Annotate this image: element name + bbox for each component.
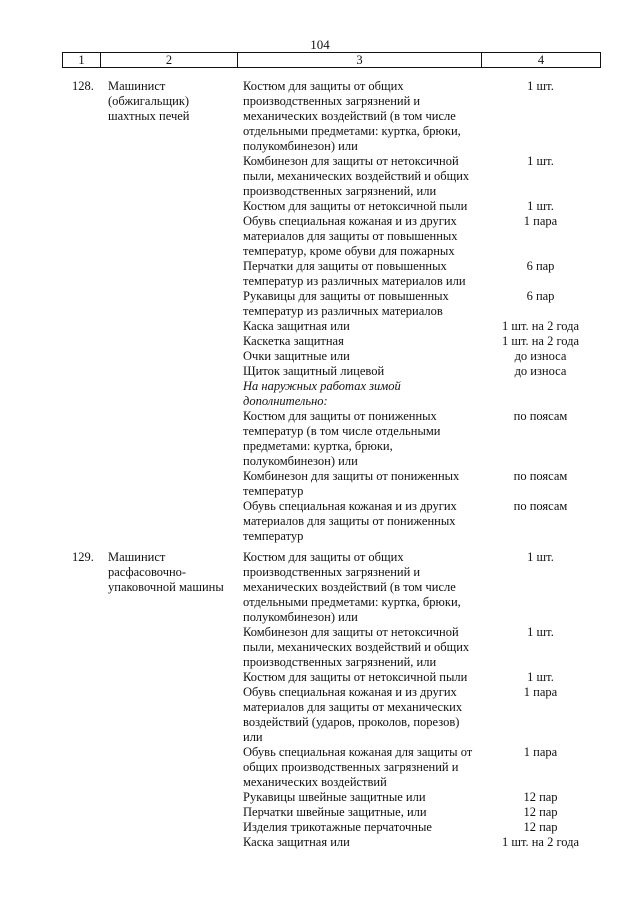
profession-name-line: (обжигальщик) (108, 94, 190, 108)
issue-norm: 1 шт. (527, 670, 554, 684)
column-header-4: 4 (482, 53, 601, 68)
description-line: Каска защитная или (243, 319, 350, 333)
equipment-item (243, 409, 593, 469)
equipment-description (243, 550, 488, 625)
equipment-item (243, 670, 593, 685)
equipment-description (243, 154, 488, 199)
issue-norm: 1 шт. на 2 года (501, 835, 580, 849)
description-line: температур, кроме обуви для пожарных (243, 244, 455, 258)
description-line: материалов для защиты от механических (243, 700, 463, 714)
equipment-description (243, 670, 488, 685)
equipment-description (243, 790, 488, 805)
equipment-item (243, 790, 593, 805)
description-line: механических воздействий (в том числе (243, 109, 456, 123)
issue-norm: до износа (514, 349, 567, 363)
issue-norm: 1 пара (523, 214, 558, 228)
description-line: полукомбинезон) или (243, 610, 358, 624)
issue-norm: 1 пара (523, 745, 558, 759)
equipment-item (243, 820, 593, 835)
equipment-item (243, 199, 593, 214)
equipment-description (243, 259, 488, 289)
equipment-description (243, 835, 488, 850)
description-line: Комбинезон для защиты от нетоксичной (243, 154, 459, 168)
equipment-description (243, 820, 488, 835)
equipment-item (243, 289, 593, 319)
row-number: 129. (72, 550, 94, 564)
description-line: дополнительно: (243, 394, 328, 408)
section-note (243, 379, 488, 409)
profession-name-line: упаковочной машины (108, 580, 224, 594)
equipment-list (243, 79, 593, 544)
issue-norm: 1 шт. на 2 года (501, 319, 580, 333)
issue-norm: по поясам (513, 409, 568, 423)
description-line: механических воздействий (243, 775, 387, 789)
column-header-2: 2 (101, 53, 238, 68)
issue-norm: 12 пар (523, 820, 558, 834)
equipment-item (243, 499, 593, 544)
equipment-item (243, 214, 593, 259)
equipment-description (243, 334, 488, 349)
description-line: отдельными предметами: куртка, брюки, (243, 595, 461, 609)
equipment-item (243, 685, 593, 745)
description-line: пыли, механических воздействий и общих (243, 169, 470, 183)
description-line: Перчатки швейные защитные, или (243, 805, 427, 819)
equipment-description (243, 79, 488, 154)
column-header-3: 3 (238, 53, 482, 68)
description-line: Костюм для защиты от нетоксичной пыли (243, 670, 468, 684)
description-line: Рукавицы для защиты от повышенных (243, 289, 449, 303)
description-line: или (243, 730, 263, 744)
equipment-item (243, 334, 593, 349)
equipment-item (243, 319, 593, 334)
equipment-item (243, 79, 593, 154)
description-line: Изделия трикотажные перчаточные (243, 820, 432, 834)
issue-norm: 1 шт. (527, 79, 554, 93)
issue-norm: 6 пар (526, 259, 555, 273)
issue-norm: 1 пара (523, 685, 558, 699)
description-line: температур (243, 484, 304, 498)
description-line: Каска защитная или (243, 835, 350, 849)
description-line: производственных загрязнений и (243, 565, 421, 579)
equipment-description (243, 289, 488, 319)
description-line: пыли, механических воздействий и общих (243, 640, 470, 654)
equipment-description (243, 349, 488, 364)
equipment-description (243, 409, 488, 469)
column-header-1: 1 (63, 53, 101, 68)
description-line: На наружных работах зимой (243, 379, 401, 393)
description-line: Комбинезон для защиты от нетоксичной (243, 625, 459, 639)
issue-norm: 1 шт. на 2 года (501, 334, 580, 348)
description-line: температур из различных материалов (243, 304, 443, 318)
equipment-item (243, 625, 593, 670)
equipment-description (243, 499, 488, 544)
equipment-description (243, 469, 488, 499)
issue-norm: 12 пар (523, 805, 558, 819)
description-line: Костюм для защиты от общих (243, 550, 404, 564)
description-line: Костюм для защиты от общих (243, 79, 404, 93)
equipment-item (243, 364, 593, 379)
equipment-item (243, 349, 593, 364)
equipment-description (243, 625, 488, 670)
description-line: температур (243, 529, 304, 543)
description-line: Очки защитные или (243, 349, 350, 363)
description-line: Комбинезон для защиты от пониженных (243, 469, 460, 483)
description-line: Рукавицы швейные защитные или (243, 790, 426, 804)
description-line: Костюм для защиты от пониженных (243, 409, 437, 423)
description-line: производственных загрязнений, или (243, 184, 437, 198)
profession-name (108, 79, 238, 124)
issue-norm: 6 пар (526, 289, 555, 303)
description-line: производственных загрязнений и (243, 94, 421, 108)
description-line: Каскетка защитная (243, 334, 344, 348)
issue-norm: до износа (514, 364, 567, 378)
description-line: отдельными предметами: куртка, брюки, (243, 124, 461, 138)
description-line: Костюм для защиты от нетоксичной пыли (243, 199, 468, 213)
issue-norm: 1 шт. (527, 625, 554, 639)
equipment-description (243, 805, 488, 820)
description-line: предметами: куртка, брюки, (243, 439, 393, 453)
row-number: 128. (72, 79, 94, 93)
issue-norm: 1 шт. (527, 199, 554, 213)
description-line: Обувь специальная кожаная для защиты от (243, 745, 473, 759)
page-number: 104 (310, 37, 330, 52)
description-line: производственных загрязнений, или (243, 655, 437, 669)
description-line: полукомбинезон) или (243, 454, 358, 468)
issue-norm: 1 шт. (527, 154, 554, 168)
equipment-description (243, 199, 488, 214)
equipment-item (243, 550, 593, 625)
description-line: полукомбинезон) или (243, 139, 358, 153)
description-line: Обувь специальная кожаная и из других (243, 499, 457, 513)
equipment-description (243, 319, 488, 334)
description-line: материалов для защиты от пониженных (243, 514, 456, 528)
description-line: общих производственных загрязнений и (243, 760, 459, 774)
equipment-description (243, 745, 488, 790)
description-line: температур из различных материалов или (243, 274, 466, 288)
issue-norm: 12 пар (523, 790, 558, 804)
column-header-table (62, 52, 601, 68)
equipment-item (243, 745, 593, 790)
description-line: Перчатки для защиты от повышенных (243, 259, 447, 273)
profession-name (108, 550, 238, 595)
description-line: температур (в том числе отдельными (243, 424, 441, 438)
equipment-description (243, 685, 488, 745)
issue-norm: по поясам (513, 469, 568, 483)
equipment-item (243, 835, 593, 850)
equipment-description (243, 364, 488, 379)
issue-norm: по поясам (513, 499, 568, 513)
description-line: Обувь специальная кожаная и из других (243, 685, 457, 699)
equipment-item (243, 154, 593, 199)
equipment-item (243, 379, 593, 409)
equipment-item (243, 469, 593, 499)
profession-name-line: шахтных печей (108, 109, 190, 123)
profession-name-line: расфасовочно- (108, 565, 187, 579)
column-header-row (63, 53, 601, 68)
equipment-list (243, 550, 593, 850)
profession-name-line: Машинист (108, 550, 166, 564)
description-line: Обувь специальная кожаная и из других (243, 214, 457, 228)
description-line: материалов для защиты от повышенных (243, 229, 458, 243)
description-line: механических воздействий (в том числе (243, 580, 456, 594)
equipment-item (243, 259, 593, 289)
issue-norm: 1 шт. (527, 550, 554, 564)
profession-name-line: Машинист (108, 79, 166, 93)
description-line: Щиток защитный лицевой (243, 364, 385, 378)
description-line: воздействий (ударов, проколов, порезов) (243, 715, 460, 729)
equipment-item (243, 805, 593, 820)
equipment-description (243, 214, 488, 259)
